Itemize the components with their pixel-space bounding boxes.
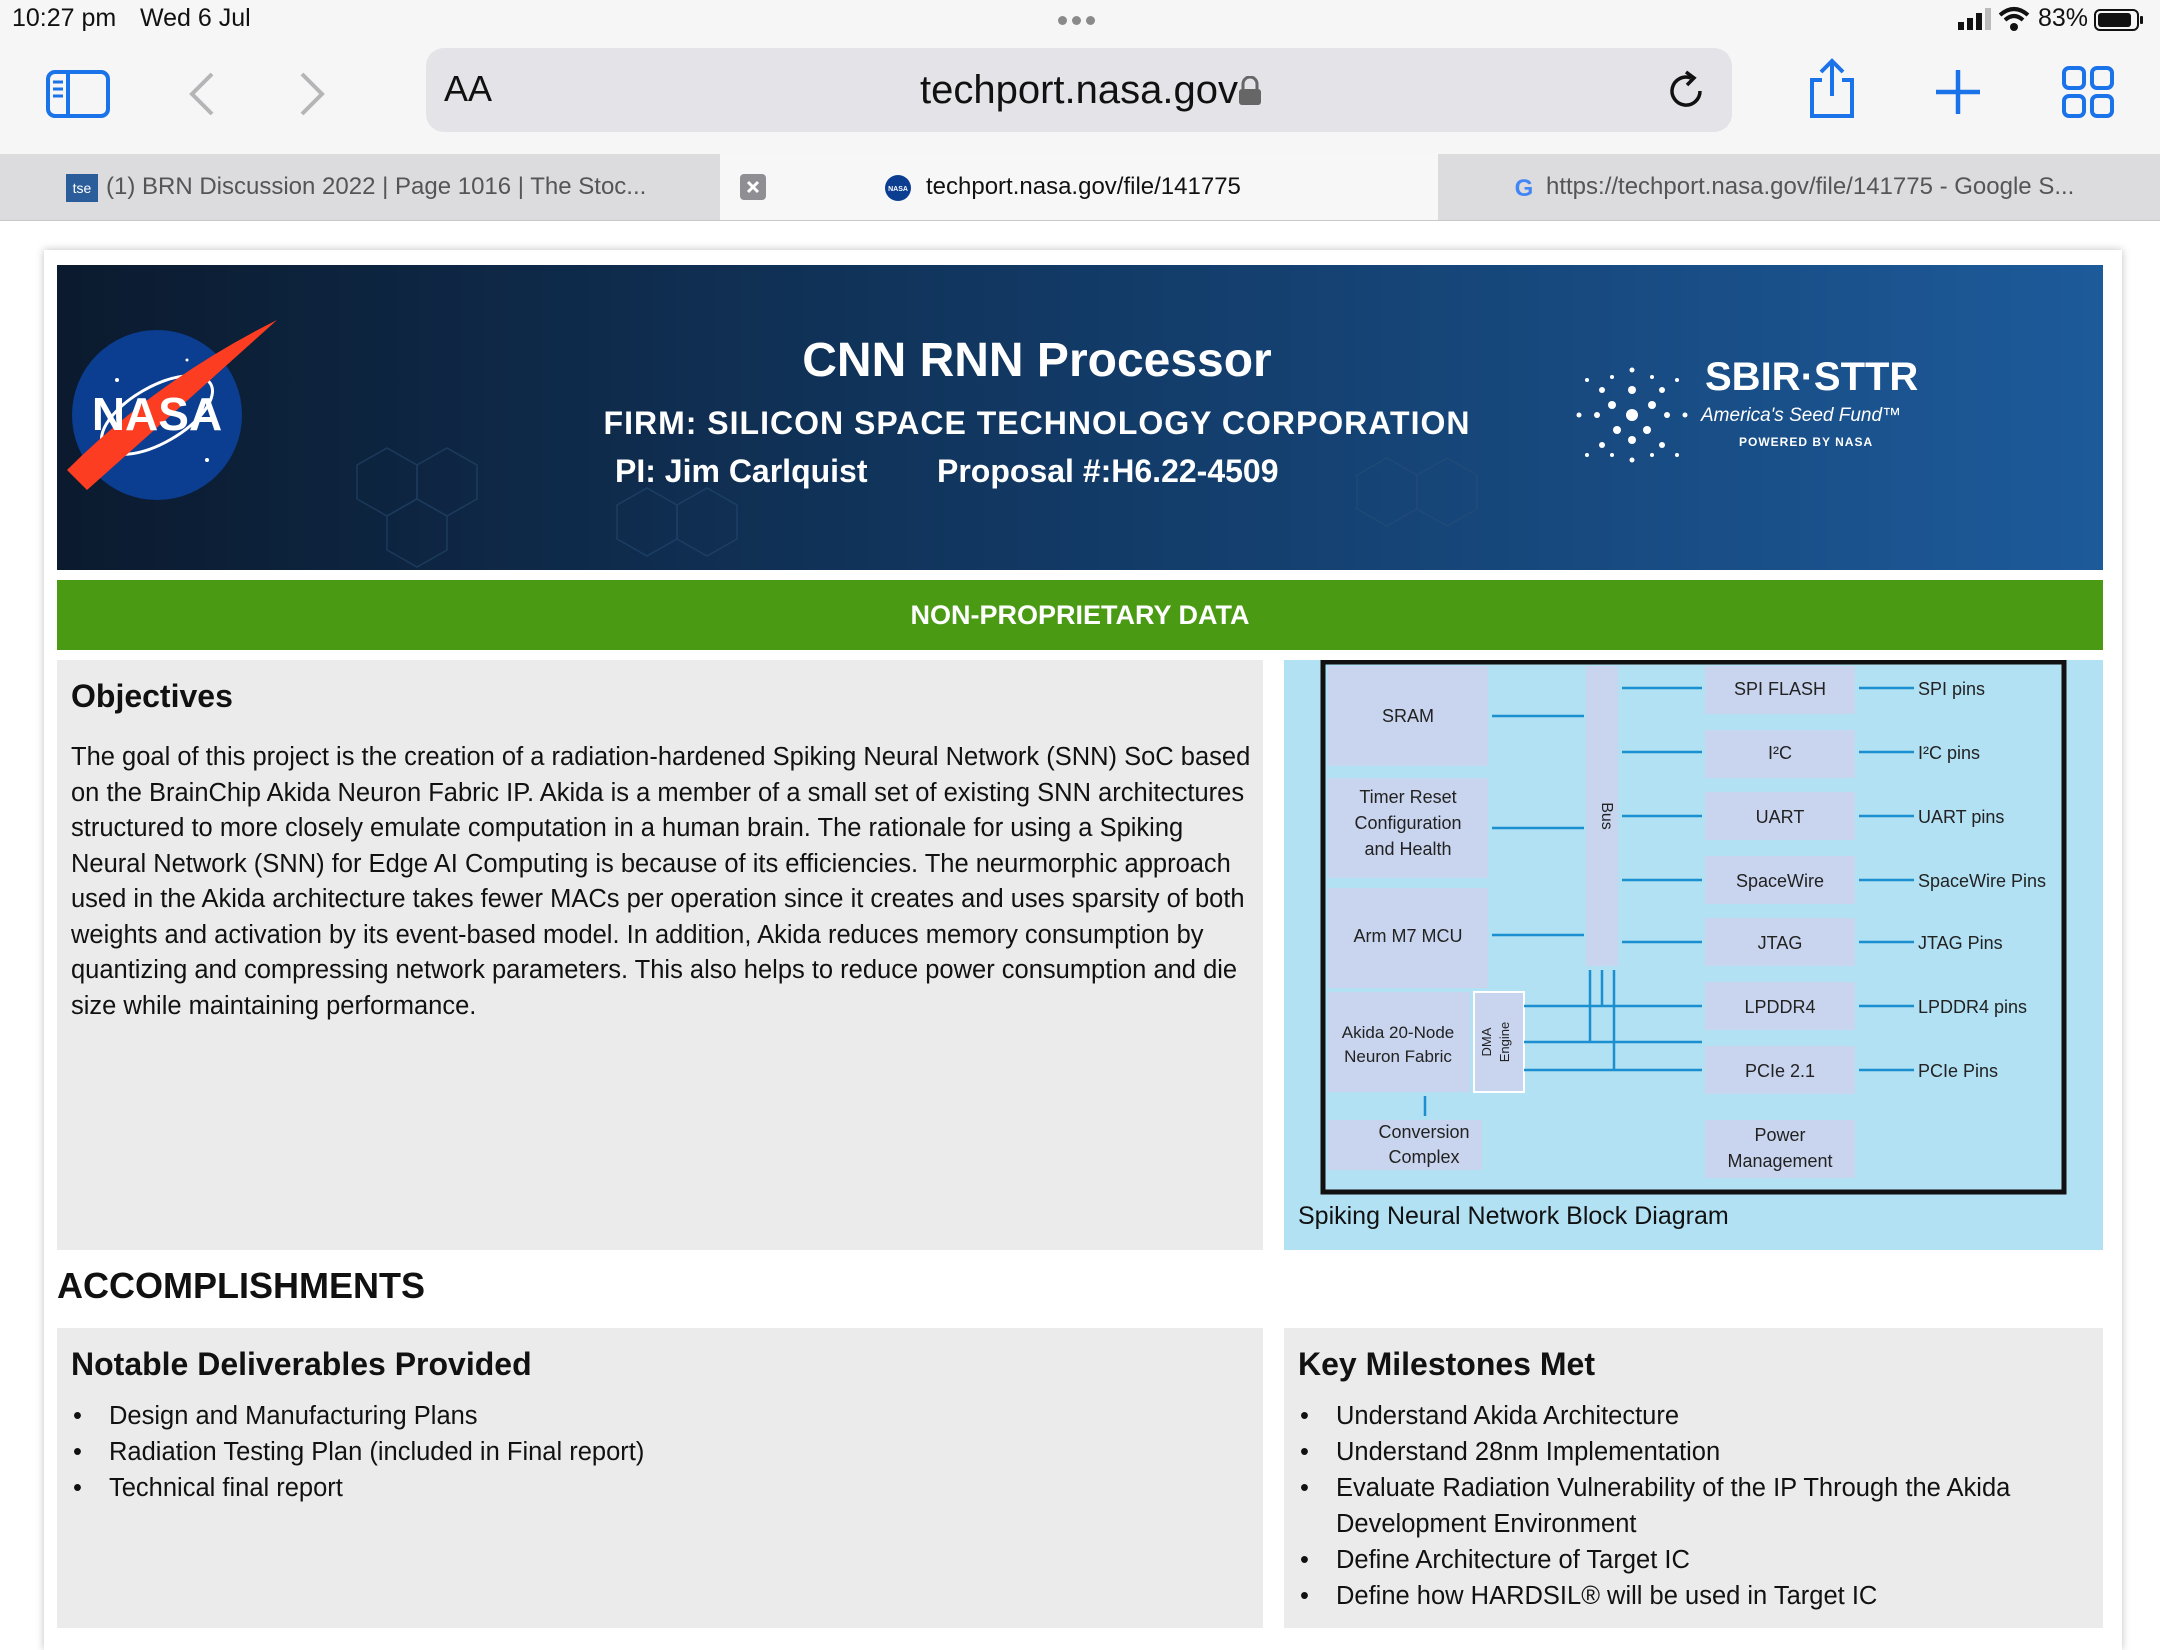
svg-text:NASA: NASA xyxy=(888,186,908,193)
list-item: • Understand 28nm Implementation xyxy=(1298,1434,2078,1470)
sbir-sttr-name: SBIR·STTR xyxy=(1705,355,1919,399)
sbir-tagline: America's Seed Fund™ xyxy=(1701,405,1902,426)
share-icon[interactable] xyxy=(1806,58,1858,120)
list-item: • Technical final report xyxy=(71,1470,644,1506)
lock-icon xyxy=(1238,76,1262,106)
tab-bar xyxy=(0,154,2160,221)
label-conversion: Conversion xyxy=(1378,1122,1470,1142)
list-item: • Define how HARDSIL® will be used in Target IC xyxy=(1298,1578,2078,1614)
snn-block-diagram xyxy=(1284,660,2103,1200)
sidebar-icon[interactable] xyxy=(46,70,110,118)
label-spi-flash: SPI FLASH xyxy=(1733,679,1827,699)
google-favicon-icon xyxy=(1510,174,1538,202)
tab-title: (1) BRN Discussion 2022 | Page 1016 | The Stoc... xyxy=(106,173,647,200)
label-neuron-fabric: Neuron Fabric xyxy=(1344,1047,1452,1066)
deliverables-section xyxy=(57,1328,1263,1628)
pin-spacewire: SpaceWire Pins xyxy=(1918,871,2047,891)
pin-i2c: I²C pins xyxy=(1918,743,1981,763)
tab-overview-icon[interactable] xyxy=(2062,66,2114,118)
sbir-burst-icon xyxy=(1567,355,1697,475)
tab-brn-discussion[interactable] xyxy=(0,154,718,220)
url-text[interactable]: techport.nasa.gov xyxy=(920,68,1238,112)
list-item: • Understand Akida Architecture xyxy=(1298,1398,2078,1434)
new-tab-icon[interactable] xyxy=(1934,68,1982,116)
objectives-section xyxy=(57,660,1263,1250)
nasa-favicon-icon xyxy=(884,174,912,202)
battery-icon xyxy=(2094,9,2144,31)
label-spacewire: SpaceWire xyxy=(1735,871,1825,891)
milestones-heading: Key Milestones Met xyxy=(1298,1346,1595,1382)
wifi-icon xyxy=(1998,6,2030,32)
label-arm-mcu: Arm M7 MCU xyxy=(1353,926,1463,946)
list-item: • Evaluate Radiation Vulnerability of the IP Through the Akida Development Environment xyxy=(1298,1470,2078,1542)
svg-text:NASA: NASA xyxy=(91,388,223,440)
deliverables-list xyxy=(71,1398,644,1506)
diagram-caption: Spiking Neural Network Block Diagram xyxy=(1298,1202,1729,1230)
milestones-section xyxy=(1284,1328,2103,1628)
accomplishments-heading: ACCOMPLISHMENTS xyxy=(57,1265,425,1306)
pin-uart: UART pins xyxy=(1918,807,2005,827)
pin-pcie: PCIe Pins xyxy=(1918,1061,1999,1081)
back-icon[interactable] xyxy=(186,70,216,118)
label-dma: DMA xyxy=(1479,1027,1494,1057)
deliverables-heading: Notable Deliverables Provided xyxy=(71,1346,532,1382)
sbir-powered-by: POWERED BY NASA xyxy=(1739,435,1874,449)
firm-name: FIRM: SILICON SPACE TECHNOLOGY CORPORATION xyxy=(603,405,1471,441)
objectives-heading: Objectives xyxy=(71,678,233,714)
text-size-button[interactable]: AA xyxy=(444,68,493,109)
label-uart: UART xyxy=(1755,807,1805,827)
pin-lpddr4: LPDDR4 pins xyxy=(1918,997,2028,1017)
label-jtag: JTAG xyxy=(1757,933,1803,953)
multitasking-dots-icon[interactable] xyxy=(1058,12,1102,26)
tab-title: techport.nasa.gov/file/141775 xyxy=(926,173,1241,200)
list-item: • Design and Manufacturing Plans xyxy=(71,1398,644,1434)
tab-techport-active[interactable] xyxy=(720,154,1438,220)
label-pcie: PCIe 2.1 xyxy=(1744,1061,1816,1081)
label-configuration: Configuration xyxy=(1354,813,1462,833)
close-tab-icon[interactable] xyxy=(740,174,766,200)
battery-percentage: 83% xyxy=(2038,4,2089,32)
header-banner xyxy=(57,265,2103,570)
forward-icon[interactable] xyxy=(298,70,328,118)
label-power: Power xyxy=(1754,1125,1806,1145)
pin-jtag: JTAG Pins xyxy=(1918,933,2003,953)
label-sram: SRAM xyxy=(1381,706,1435,726)
list-item: • Radiation Testing Plan (included in Final report) xyxy=(71,1434,644,1470)
block-diagram-panel xyxy=(1284,660,2103,1250)
label-bus: Bus xyxy=(1598,802,1615,830)
sbir-sttr-logo xyxy=(1567,355,1947,475)
label-engine: Engine xyxy=(1497,1021,1512,1063)
label-akida-node: Akida 20-Node xyxy=(1341,1023,1455,1042)
status-bar xyxy=(0,0,2160,44)
reload-icon[interactable] xyxy=(1666,70,1708,112)
label-timer-reset: Timer Reset xyxy=(1359,787,1457,807)
cellular-signal-icon xyxy=(1958,8,1992,30)
proposal-number: Proposal #:H6.22-4509 xyxy=(937,453,1279,489)
label-lpddr4: LPDDR4 xyxy=(1744,997,1816,1017)
status-time: 10:27 pm xyxy=(12,4,117,32)
status-date: Wed 6 Jul xyxy=(140,4,251,32)
label-and-health: and Health xyxy=(1364,839,1452,859)
browser-toolbar xyxy=(0,44,2160,154)
tab-google-search[interactable] xyxy=(1440,154,2160,220)
label-management: Management xyxy=(1727,1151,1833,1171)
label-complex: Complex xyxy=(1388,1147,1460,1167)
objectives-text: The goal of this project is the creation of a radiation-hardened Spiking Neural Network (SNN) SoC based on the BrainChip Akida Neuron Fabric IP. Akida is a member of a small set of existing SNN architectures structured to more closely emulate computation in a human brain. The rationale for using a Spiking Neural Network (SNN) for Edge AI Computing is because of its efficiencies. The neurmorphic approach used in the Akida architecture takes fewer MACs per operation since it creates and uses sparsity of both weights and activation by its event-based model. In addition, Akida reduces memory consumption by quantizing and compressing network parameters. This also helps to reduce power consumption and die size while maintaining performance. xyxy=(71,743,1251,1020)
milestones-list xyxy=(1298,1398,2078,1614)
akida-fabric-block xyxy=(1328,992,1470,1092)
svg-text:tse: tse xyxy=(72,180,92,196)
tab-title: https://techport.nasa.gov/file/141775 - Google S... xyxy=(1546,173,2075,200)
project-title: CNN RNN Processor xyxy=(802,334,1272,387)
svg-text:G: G xyxy=(1514,175,1534,202)
label-i2c: I²C xyxy=(1768,743,1792,763)
tse-favicon-icon xyxy=(66,174,98,202)
principal-investigator: PI: Jim Carlquist xyxy=(615,453,868,489)
pin-spi: SPI pins xyxy=(1918,679,1986,699)
list-item: • Define Architecture of Target IC xyxy=(1298,1542,2078,1578)
address-bar[interactable] xyxy=(426,48,1732,132)
non-proprietary-banner: NON-PROPRIETARY DATA xyxy=(57,580,2103,650)
